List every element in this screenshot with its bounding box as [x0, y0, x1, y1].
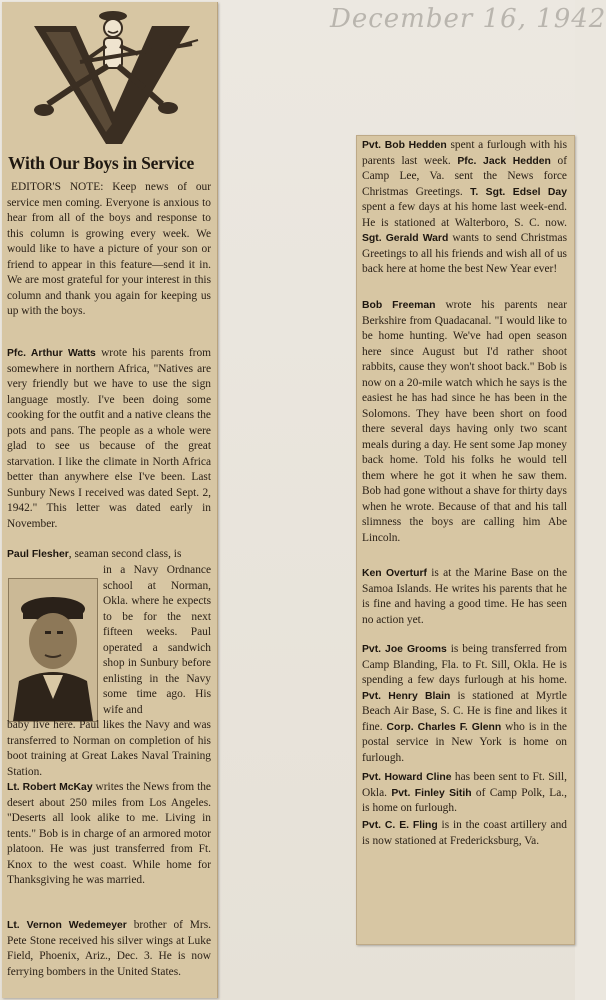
mckay-text: writes the News from the desert about 250 miles from Los Angeles. "Deserts all look alike to me. Living in tents." Bob is in charge of an armored motor platoon. He was just transferred from Ft. Knox to the west coast. While home for Thanksgiving he was married.: [7, 781, 211, 886]
ward-name: Sgt. Gerald Ward: [362, 233, 449, 244]
jack-hedden-name: Pfc. Jack Hedden: [457, 155, 551, 167]
flesher-after-photo: baby live here. Paul likes the Navy and was transferred to Norman on completion of his boot training at Great Lakes Naval Training Station.: [7, 719, 211, 778]
cline-paragraph: [362, 770, 567, 817]
watts-paragraph: [7, 346, 211, 532]
editors-note: EDITOR'S NOTE: Keep news of our service men coming. Everyone is anxious to hear from all of the boys and response to this column is growing every week. We would like to have a picture of your son or friend to appear in this feature—send it in. We are most grateful for your interest in this column and thank you again for keeping us up with the boys.: [7, 181, 211, 317]
wedemeyer-paragraph: [7, 918, 211, 980]
fling-name: Pvt. C. E. Fling: [362, 820, 438, 831]
fling-paragraph: [362, 818, 567, 849]
hedden-paragraph: [362, 138, 567, 278]
v-soldier-logo: [20, 4, 200, 146]
jack-hedden-text: of Camp Lee, Va. sent the News force Christmas Greetings.: [362, 154, 568, 198]
cline-text: has been sent to Ft. Sill, Okla.: [362, 771, 567, 799]
grooms-paragraph: [362, 642, 567, 766]
sitih-name: Pvt. Finley Sitih: [391, 787, 472, 799]
overturf-text: is at the Marine Base on the Samoa Islands. He writes his parents that he is fine and having a good time. He has seen no action yet.: [362, 567, 567, 626]
freeman-text: wrote his parents near Berkshire from Quadacanal. "I would like to be home hunting. We've had open season here since August but I'd rather shoot rabbits, cause they won't shoot back." Bob is now on a 20-mile watch which he says is the easiest he has had since he has been in the Solomons. They have been short on food there several days having only two scant meals during a day. He sent some Jap money back home. Told his folks he would tell them where he got it when he saw them. Bob had gone without a shave for thirty days when he wrote. Because of that and his tall slimness the boys are calling him Abe Lincoln.: [362, 299, 567, 544]
day-name: T. Sgt. Edsel Day: [470, 186, 567, 198]
flesher-beside-photo: in a Navy Ordnance school at Norman, Okla. where he expects to be for the next fifteen weeks. Paul operated a sandwich shop in Sunbury before enlisting in the Navy some time ago. His wife and: [103, 564, 211, 716]
freeman-paragraph: [362, 298, 567, 546]
overturf-paragraph: [362, 566, 567, 628]
blain-text: is stationed at Myrtle Beach Air Base, S. C. He is fine and likes it fine.: [362, 689, 567, 733]
flesher-name: Paul Flesher: [7, 549, 69, 560]
grooms-name: Pvt. Joe Grooms: [362, 644, 447, 655]
watts-text: wrote his parents from somewhere in northern Africa, "Natives are very friendly but we have to use the sign language mostly. I've been doing some cooking for the outfit and a native cleans the pots and pans. The people as a whole were glad to see us because of the great starvation. I like the climate in North Africa better than anywhere else I've been. Last Sunbury News I received was dated Sept. 2, 1942." This letter was dated early in November.: [7, 347, 211, 530]
handwritten-date: December 16, 1942: [330, 4, 606, 34]
hedden-text: spent a furlough with his parents last week.: [362, 139, 567, 167]
fling-text: is in the coast artillery and is now stationed at Fredericksburg, Va.: [362, 819, 567, 847]
day-text: spent a few days at his home last week-end. He is stationed at Walterboro, S. C. now.: [362, 201, 567, 229]
grooms-text: is being transferred from Camp Blanding, Fla. to Ft. Sill, Okla. He is spending a few days furlough at his home.: [362, 643, 567, 686]
column-title: With Our Boys in Service: [8, 153, 195, 173]
cline-name: Pvt. Howard Cline: [362, 772, 452, 783]
mckay-name: Lt. Robert McKay: [7, 782, 93, 793]
freeman-name: Bob Freeman: [362, 300, 436, 311]
ward-text: wants to send Christmas Greetings to all his friends and wish all of us back here at home the best New Year ever!: [362, 232, 568, 275]
flesher-intro-text: , seaman second class, is: [68, 548, 182, 560]
glenn-text: who is in the postal service in New York is home on furlough.: [362, 720, 567, 764]
blain-name: Pvt. Henry Blain: [362, 690, 451, 702]
watts-name: Pfc. Arthur Watts: [7, 348, 96, 359]
flesher-intro: [7, 547, 211, 563]
mckay-paragraph: [7, 780, 211, 889]
glenn-name: Corp. Charles F. Glenn: [386, 721, 502, 733]
hedden-name: Pvt. Bob Hedden: [362, 140, 447, 151]
sailor-portrait-photo: [8, 578, 98, 722]
sitih-text: of Camp Polk, La., is home on furlough.: [362, 786, 567, 814]
wedemeyer-name: Lt. Vernon Wedemeyer: [7, 920, 127, 931]
wedemeyer-text: brother of Mrs. Pete Stone received his silver wings at Luke Field, Phoenix, Ariz., Dec. 3. He is now ferrying bombers in the United States.: [7, 919, 211, 978]
overturf-name: Ken Overturf: [362, 568, 427, 579]
